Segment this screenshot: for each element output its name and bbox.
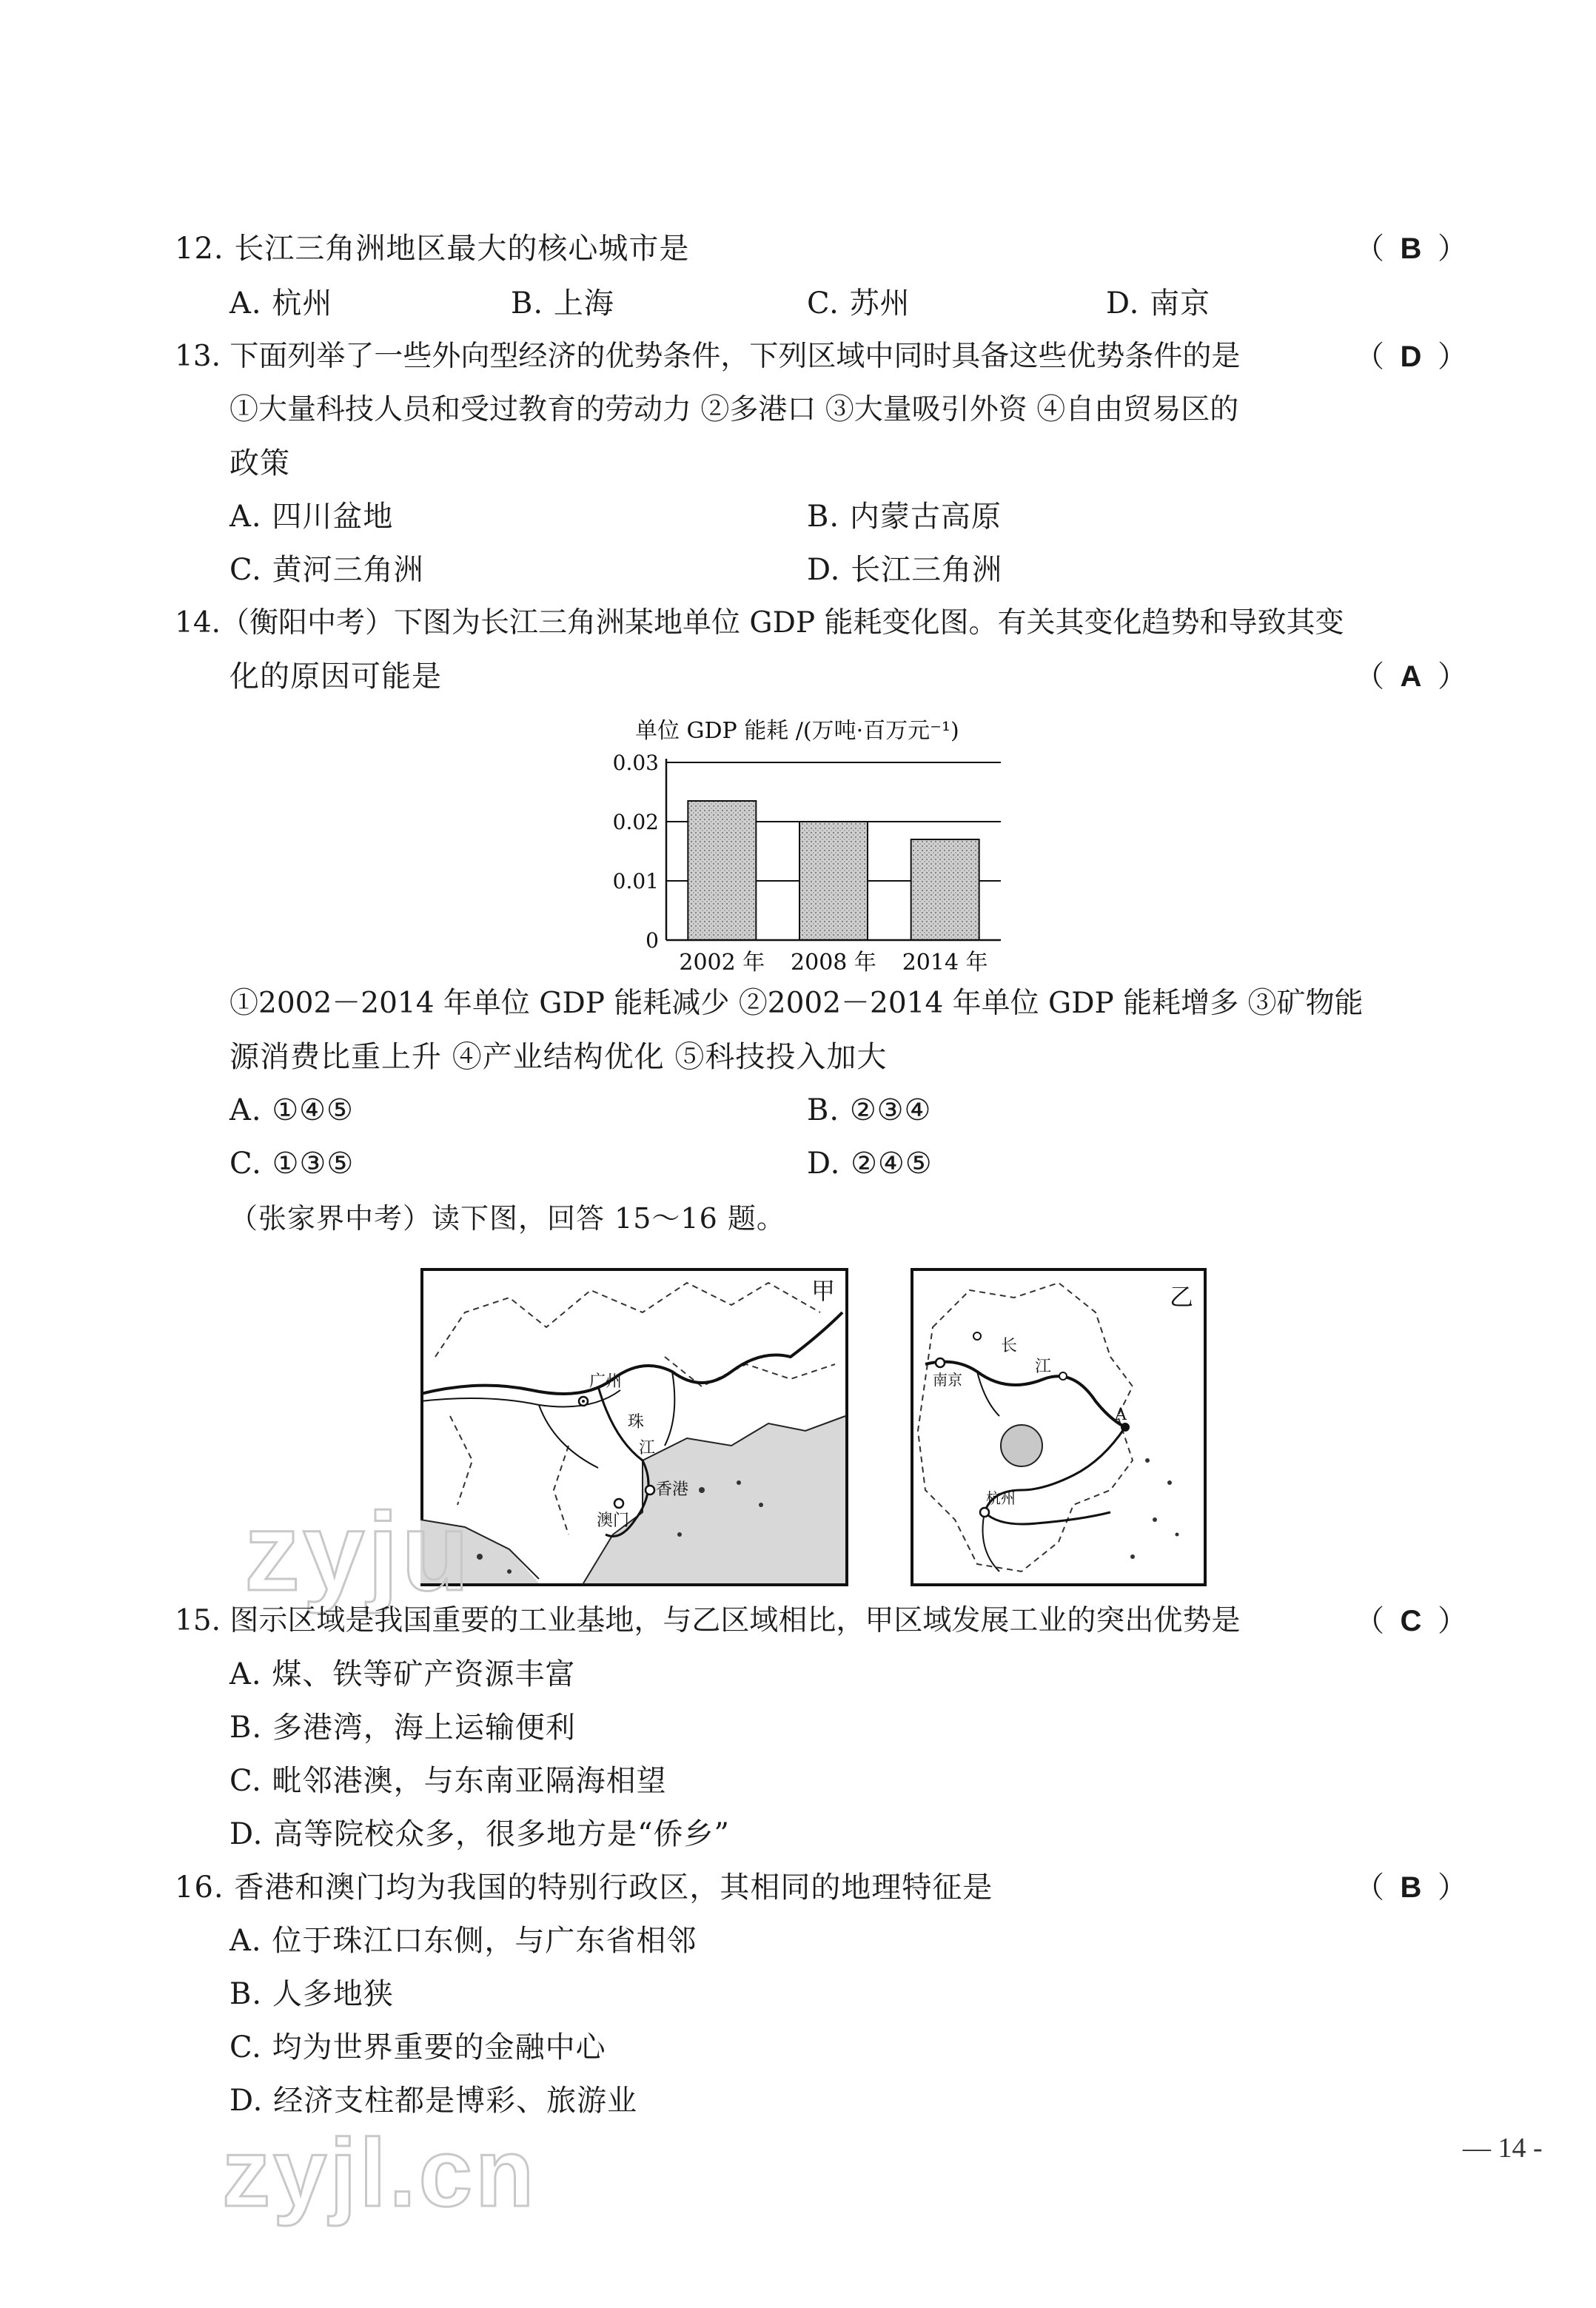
q14-answer-letter: A xyxy=(1400,660,1422,693)
q12-answer-letter: B xyxy=(1400,232,1422,265)
q12-option-c: C. 苏州 xyxy=(807,286,911,321)
q12-option-b: B. 上海 xyxy=(511,286,614,321)
q14-statements-line2: 源消费比重上升 ④产业结构优化 ⑤科技投入加大 xyxy=(229,1040,888,1074)
q15-option-a: A. 煤、铁等矿产资源丰富 xyxy=(229,1657,576,1691)
q14-option-c: C. ①③⑤ xyxy=(229,1147,355,1181)
q13-answer-letter: D xyxy=(1400,341,1422,373)
q16-option-b: B. 人多地狭 xyxy=(229,1977,394,2011)
q14-option-b: B. ②③④ xyxy=(807,1093,932,1127)
chart-x-tick-label: 2014 年 xyxy=(902,950,988,976)
map-yi-point-a: A xyxy=(1115,1406,1127,1424)
chart-y-tick-label: 0.01 xyxy=(612,869,659,893)
q14-stem-line2: 化的原因可能是 xyxy=(229,660,442,694)
map-yi-jiang: 江 xyxy=(1035,1358,1052,1376)
watermark-1: zyju xyxy=(244,1489,472,1614)
q12-option-a: A. 杭州 xyxy=(229,286,333,321)
q14-option-a: A. ①④⑤ xyxy=(229,1093,354,1127)
q15-option-c: C. 毗邻港澳，与东南亚隔海相望 xyxy=(229,1764,667,1798)
q15-option-d: D. 高等院校众多，很多地方是“侨乡” xyxy=(229,1817,730,1851)
q13-conditions-line2: 政策 xyxy=(229,446,290,480)
map-jia-macau: 澳门 xyxy=(597,1512,630,1530)
chart-x-tick-label: 2002 年 xyxy=(679,950,765,976)
map-yi-chang: 长 xyxy=(1001,1337,1018,1355)
q13-option-a: A. 四川盆地 xyxy=(229,500,394,534)
map-yi-nanjing: 南京 xyxy=(933,1371,962,1389)
q15-option-b: B. 多港湾，海上运输便利 xyxy=(229,1711,576,1745)
q13-option-c: C. 黄河三角洲 xyxy=(229,553,424,587)
gdp-energy-bar-chart xyxy=(592,707,1036,981)
q13-conditions-line1: ①大量科技人员和受过教育的劳动力 ②多港口 ③大量吸引外资 ④自由贸易区的 xyxy=(229,393,1239,426)
chart-title: 单位 GDP 能耗 /(万吨·百万元⁻¹) xyxy=(635,718,959,744)
intro-15-16: （张家界中考）读下图，回答 15～16 题。 xyxy=(229,1202,785,1235)
q16-option-c: C. 均为世界重要的金融中心 xyxy=(229,2030,606,2064)
map-jia-zhu: 珠 xyxy=(628,1413,645,1432)
q16-answer-letter: B xyxy=(1400,1871,1422,1904)
q15-answer-letter: C xyxy=(1400,1605,1422,1637)
map-jia-guangzhou: 广州 xyxy=(589,1372,623,1391)
chart-bar xyxy=(911,839,979,940)
map-jia-hongkong: 香港 xyxy=(656,1480,689,1499)
q12-stem: 12. 长江三角洲地区最大的核心城市是 xyxy=(175,232,690,266)
map-yi-label: 乙 xyxy=(1170,1283,1194,1311)
map-yi-hangzhou: 杭州 xyxy=(986,1489,1016,1507)
q16-stem: 16. 香港和澳门均为我国的特别行政区，其相同的地理特征是 xyxy=(175,1871,993,1905)
map-jia-label: 甲 xyxy=(811,1277,836,1305)
chart-x-tick-label: 2008 年 xyxy=(791,950,876,976)
watermark-2: zyjl.cn xyxy=(222,2119,537,2227)
chart-y-tick-label: 0.03 xyxy=(612,751,659,775)
map-yi xyxy=(911,1268,1207,1586)
page-number: — 14 - xyxy=(1463,2133,1543,2164)
q12-option-d: D. 南京 xyxy=(1106,286,1211,321)
q14-option-d: D. ②④⑤ xyxy=(807,1147,933,1181)
q16-option-a: A. 位于珠江口东侧，与广东省相邻 xyxy=(229,1924,697,1958)
q16-option-d: D. 经济支柱都是博彩、旅游业 xyxy=(229,2084,638,2118)
map-jia xyxy=(420,1268,848,1586)
chart-y-tick-label: 0.02 xyxy=(612,810,659,834)
q14-answer: （ A ） xyxy=(1355,657,1467,696)
q16-answer: （ B ） xyxy=(1355,1868,1467,1907)
page-number-value: 14 xyxy=(1498,2133,1526,2164)
q13-option-d: D. 长江三角洲 xyxy=(807,553,1003,587)
chart-y-tick-label: 0 xyxy=(646,928,659,953)
q13-answer: （ D ） xyxy=(1355,338,1467,376)
chart-bar xyxy=(688,801,756,940)
q15-stem: 15. 图示区域是我国重要的工业基地，与乙区域相比，甲区域发展工业的突出优势是 xyxy=(175,1604,1241,1637)
map-jia-jiang: 江 xyxy=(639,1439,656,1457)
chart-bar xyxy=(799,822,868,940)
q12-answer: （ B ） xyxy=(1355,229,1467,268)
q13-stem: 13. 下面列举了一些外向型经济的优势条件，下列区域中同时具备这些优势条件的是 xyxy=(175,340,1241,373)
q15-answer: （ C ） xyxy=(1355,1602,1467,1640)
q14-statements-line1: ①2002－2014 年单位 GDP 能耗减少 ②2002－2014 年单位 GDP 能耗增多 ③矿物能 xyxy=(229,987,1364,1020)
q13-option-b: B. 内蒙古高原 xyxy=(807,500,1002,534)
q14-stem-line1: 14.（衡阳中考）下图为长江三角洲某地单位 GDP 能耗变化图。有关其变化趋势和导致其变 xyxy=(175,606,1344,640)
